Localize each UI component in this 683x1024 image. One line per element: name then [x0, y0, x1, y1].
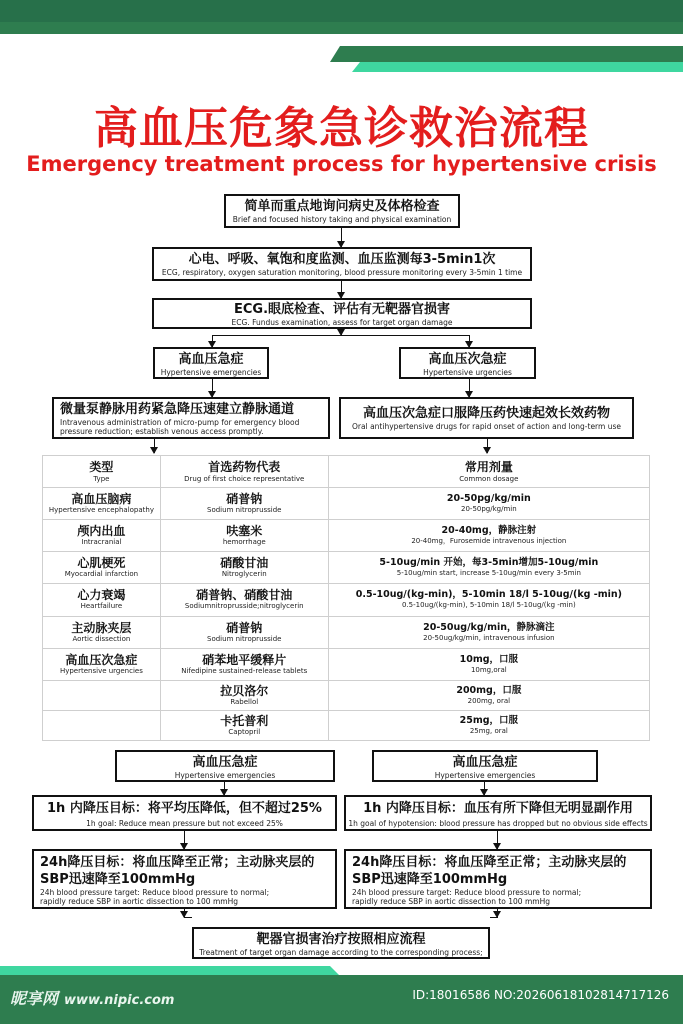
- bottom-left-title-cn: 高血压急症: [192, 755, 258, 770]
- emergency-action-en2: pressure reduction; establish venous access promptly.: [60, 427, 264, 436]
- table-row: [43, 488, 650, 520]
- urgency-action-box: [339, 397, 634, 439]
- watermark-logo-text: 昵享网: [10, 989, 59, 1008]
- arrow-branch-right: [469, 335, 470, 347]
- row-drug-en: Nitroglycerin: [221, 570, 267, 579]
- emergency-en: Hypertensive emergencies: [160, 368, 262, 377]
- bottom-left-24h-cn2: SBP迅速降至100mmHg: [40, 872, 196, 887]
- row-type-en: Myocardial infarction: [64, 570, 139, 579]
- header-drug: 首选药物代表 Drug of first choice representative: [160, 456, 328, 488]
- table-row: [43, 520, 650, 552]
- branch-line: [212, 335, 470, 336]
- arrow-urg-action: [469, 379, 470, 397]
- row-drug-en: Captopril: [228, 727, 261, 736]
- row-dose-en: 20-50pg/kg/min: [461, 505, 517, 514]
- row-drug-en: Sodium nitroprusside: [207, 506, 282, 515]
- row-dose-cn: 10mg，口服: [459, 653, 519, 665]
- arrow-merge-left-down: [184, 909, 185, 917]
- row-type-en: Hypertensive urgencies: [59, 666, 143, 675]
- bottom-left-24h-en2: rapidly reduce SBP in aortic dissection to 100 mmHg: [40, 897, 238, 906]
- bottom-right-24h-en2: rapidly reduce SBP in aortic dissection to 100 mmHg: [352, 897, 550, 906]
- watermark-url: www.nipic.com: [64, 993, 175, 1008]
- bottom-right-24h-cn2: SBP迅速降至100mmHg: [352, 872, 508, 887]
- table-row: [43, 680, 650, 710]
- final-step-en: Treatment of target organ damage according to the corresponding process;: [199, 948, 483, 957]
- bottom-left-title-box: [115, 750, 335, 782]
- step-ecg-cn: ECG.眼底检查、评估有无靶器官损害: [233, 302, 451, 317]
- row-drug-cn: 硝苯地平缓释片: [202, 652, 287, 667]
- page-subtitle: Emergency treatment process for hypertensive crisis: [26, 152, 657, 176]
- row-drug-cn: 卡托普利: [220, 713, 269, 728]
- header-dose: 常用剂量 Common dosage: [328, 456, 649, 488]
- row-dose-cn: 20-40mg，静脉注射: [441, 525, 537, 537]
- arrow-bottom-right-1: [484, 782, 485, 795]
- row-dose-en: 20-40mg，Furosemide intravenous injection: [411, 537, 567, 546]
- step-monitoring-box: [152, 247, 532, 281]
- row-drug-cn: 硝普钠、硝酸甘油: [196, 588, 293, 603]
- emergency-box: [153, 347, 269, 379]
- row-type-cn: 高血压脑病: [71, 492, 132, 507]
- bottom-right-1h-box: [344, 795, 652, 831]
- urgency-action-cn: 高血压次急症口服降压药快速起效长效药物: [362, 406, 610, 421]
- row-dose-en: 200mg, oral: [467, 696, 511, 705]
- row-type-en: Hypertensive encephalopathy: [48, 506, 154, 515]
- arrow-1: [341, 228, 342, 247]
- row-drug-en: hemorrhage: [222, 538, 266, 547]
- step-ecg-en: ECG. Fundus examination, assess for target organ damage: [231, 318, 453, 327]
- row-type-cn: 高血压次急症: [65, 652, 138, 667]
- step-history-box: [224, 194, 460, 228]
- page-title: 高血压危象急诊救治流程: [94, 103, 589, 154]
- row-drug-cn: 硝普钠: [226, 620, 263, 635]
- arrow-to-table-left: [154, 439, 155, 453]
- merge-line-left: [184, 917, 192, 918]
- row-dose-cn: 25mg，口服: [459, 714, 519, 726]
- urgency-en: Hypertensive urgencies: [423, 368, 512, 377]
- urgency-action-en: Oral antihypertensive drugs for rapid onset of action and long-term use: [352, 422, 621, 431]
- row-drug-cn: 硝酸甘油: [220, 556, 269, 571]
- bottom-left-title-en: Hypertensive emergencies: [174, 771, 276, 780]
- merge-line-right: [490, 917, 498, 918]
- header-type: 类型 Type: [43, 456, 161, 488]
- bottom-right-24h-box: [344, 849, 652, 909]
- row-dose-cn: 0.5-10ug/(kg-min)，5-10min 18/l 5-10ug/(kg -min): [355, 589, 622, 601]
- bottom-right-1h-en: 1h goal of hypotension: blood pressure has dropped but no obvious side effects: [348, 819, 648, 828]
- row-dose-cn: 20-50pg/kg/min: [446, 493, 531, 505]
- row-type-cn: 主动脉夹层: [71, 620, 132, 635]
- bottom-right-title-en: Hypertensive emergencies: [434, 771, 536, 780]
- bottom-right-24h-cn1: 24h降压目标：将血压降至正常；主动脉夹层的: [352, 855, 627, 870]
- row-dose-en: 0.5-10ug/(kg-min), 5-10min 18/l 5-10ug/(kg -min): [401, 601, 576, 610]
- table-row: [43, 648, 650, 680]
- bottom-right-title-box: [372, 750, 598, 782]
- arrow-branch-left: [212, 335, 213, 347]
- table-row: [43, 552, 650, 584]
- row-drug-cn: 拉贝洛尔: [220, 683, 269, 698]
- row-type-en: Intracranial: [81, 538, 122, 547]
- arrow-merge-right-down: [497, 909, 498, 917]
- final-step-box: [192, 927, 490, 959]
- row-drug-en: Rabellol: [230, 697, 259, 706]
- row-type-en: Heartfailure: [80, 602, 123, 611]
- row-dose-cn: 5-10ug/min 开始，每3-5min增加5-10ug/min: [379, 557, 599, 569]
- urgency-cn: 高血压次急症: [428, 352, 507, 367]
- table-header-row: [43, 456, 650, 488]
- step-monitoring-en: ECG, respiratory, oxygen saturation monitoring, blood pressure monitoring every 3-5min 1 time: [161, 268, 523, 277]
- row-dose-cn: 20-50ug/kg/min，静脉滴注: [423, 621, 555, 633]
- image-id-text: ID:18016586 NO:20260618102814717126: [412, 988, 669, 1002]
- row-type-en: Aortic dissection: [72, 634, 131, 643]
- bottom-right-title-cn: 高血压急症: [452, 755, 518, 770]
- row-dose-en: 25mg, oral: [469, 726, 508, 735]
- emergency-action-en1: Intravenous administration of micro-pump for emergency blood: [60, 418, 300, 427]
- row-dose-en: 10mg,oral: [470, 665, 507, 674]
- row-dose-cn: 200mg，口服: [456, 684, 522, 696]
- row-drug-en: Sodium nitroprusside: [207, 634, 282, 643]
- row-drug-cn: 硝普钠: [226, 492, 263, 507]
- arrow-2: [341, 281, 342, 298]
- row-type-cn: 颅内出血: [77, 524, 126, 539]
- bottom-left-24h-cn1: 24h降压目标：将血压降至正常；主动脉夹层的: [40, 855, 315, 870]
- table-row: [43, 616, 650, 648]
- arrow-bottom-left-2: [184, 831, 185, 849]
- row-type-cn: 心力衰竭: [77, 588, 126, 603]
- drug-table: [42, 455, 650, 741]
- bottom-left-24h-box: [32, 849, 337, 909]
- arrow-emerg-action: [212, 379, 213, 397]
- urgency-box: [399, 347, 536, 379]
- bottom-left-1h-cn: 1h 内降压目标：将平均压降低，但不超过25%: [47, 801, 322, 816]
- arrow-bottom-right-2: [497, 831, 498, 849]
- step-history-cn: 简单而重点地询问病史及体格检查: [244, 199, 440, 214]
- step-history-en: Brief and focused history taking and physical examination: [232, 215, 452, 224]
- footer-decoration: [0, 962, 683, 976]
- bottom-left-24h-en1: 24h blood pressure target: Reduce blood pressure to normal;: [40, 888, 270, 897]
- arrow-to-table-right: [487, 439, 488, 453]
- table-row: [43, 710, 650, 740]
- emergency-action-cn: 微量泵静脉用药紧急降压速建立静脉通道: [60, 402, 295, 417]
- arrow-bottom-left-1: [224, 782, 225, 795]
- step-monitoring-cn: 心电、呼吸、氧饱和度监测、血压监测每3-5min1次: [188, 252, 496, 267]
- bottom-right-1h-cn: 1h 内降压目标：血压有所下降但无明显副作用: [363, 801, 633, 816]
- bottom-right-24h-en1: 24h blood pressure target: Reduce blood pressure to normal;: [352, 888, 582, 897]
- row-drug-en: Sodiumnitroprusside;nitroglycerin: [184, 602, 304, 611]
- row-dose-en: 20-50ug/kg/min, intravenous infusion: [423, 633, 555, 642]
- bottom-left-1h-en: 1h goal: Reduce mean pressure but not exceed 25%: [86, 819, 283, 828]
- row-drug-cn: 呋塞米: [226, 524, 263, 539]
- site-watermark: [10, 986, 174, 1009]
- emergency-action-box: [52, 397, 330, 439]
- header-decoration: [0, 0, 683, 80]
- row-drug-en: Nifedipine sustained-release tablets: [181, 666, 308, 675]
- table-row: [43, 584, 650, 616]
- step-ecg-box: [152, 298, 532, 329]
- bottom-left-1h-box: [32, 795, 337, 831]
- row-type-cn: 心肌梗死: [77, 556, 126, 571]
- emergency-cn: 高血压急症: [178, 352, 244, 367]
- final-step-cn: 靶器官损害治疗按照相应流程: [256, 932, 426, 947]
- row-dose-en: 5-10ug/min start, increase 5-10ug/min every 3-5min: [396, 569, 581, 578]
